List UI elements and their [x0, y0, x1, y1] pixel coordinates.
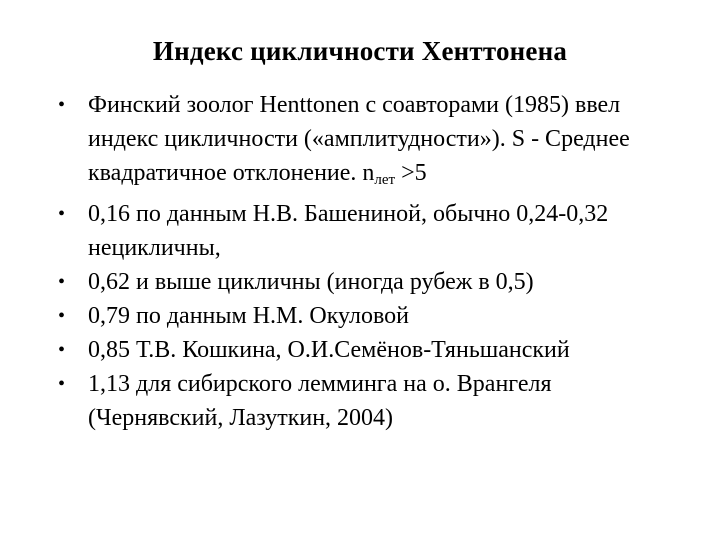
list-item-subscript: лет	[374, 172, 396, 188]
bullet-icon: •	[58, 94, 66, 116]
bullet-list	[56, 88, 676, 435]
slide-title: Индекс цикличности Хенттонена	[152, 36, 568, 66]
list-item-text: 0,62 и выше цикличны (иногда рубеж в 0,5)	[88, 269, 534, 295]
list-item-text: Финский зоолог Henttonen с соавторами (1985) ввел индекс цикличности («амплитудности»). S - Среднее квадратичное отклонение. n	[88, 92, 630, 186]
list-item-text-after: >5	[395, 160, 427, 186]
bullet-icon: •	[58, 339, 66, 361]
list-item-lemming	[56, 367, 676, 435]
list-item-text: 0,79 по данным Н.М. Окуловой	[88, 303, 409, 329]
bullet-icon: •	[58, 373, 66, 395]
list-item-text: 0,16 по данным Н.В. Башениной, обычно 0,24-0,32 нецикличны,	[88, 201, 609, 261]
list-item-basheninoy	[56, 197, 676, 265]
bullet-icon: •	[58, 271, 66, 293]
list-item-okulova	[56, 299, 676, 333]
list-item-koshkina	[56, 333, 676, 367]
list-item-cyclic-threshold	[56, 265, 676, 299]
bullet-icon: •	[58, 203, 66, 225]
list-item-text: 1,13 для сибирского лемминга на о. Врангеля (Чернявский, Лазуткин, 2004)	[88, 371, 552, 431]
list-item-text: 0,85 Т.В. Кошкина, О.И.Семёнов-Тяньшанский	[88, 337, 570, 363]
list-item-henttonen	[56, 88, 676, 197]
bullet-icon: •	[58, 305, 66, 327]
